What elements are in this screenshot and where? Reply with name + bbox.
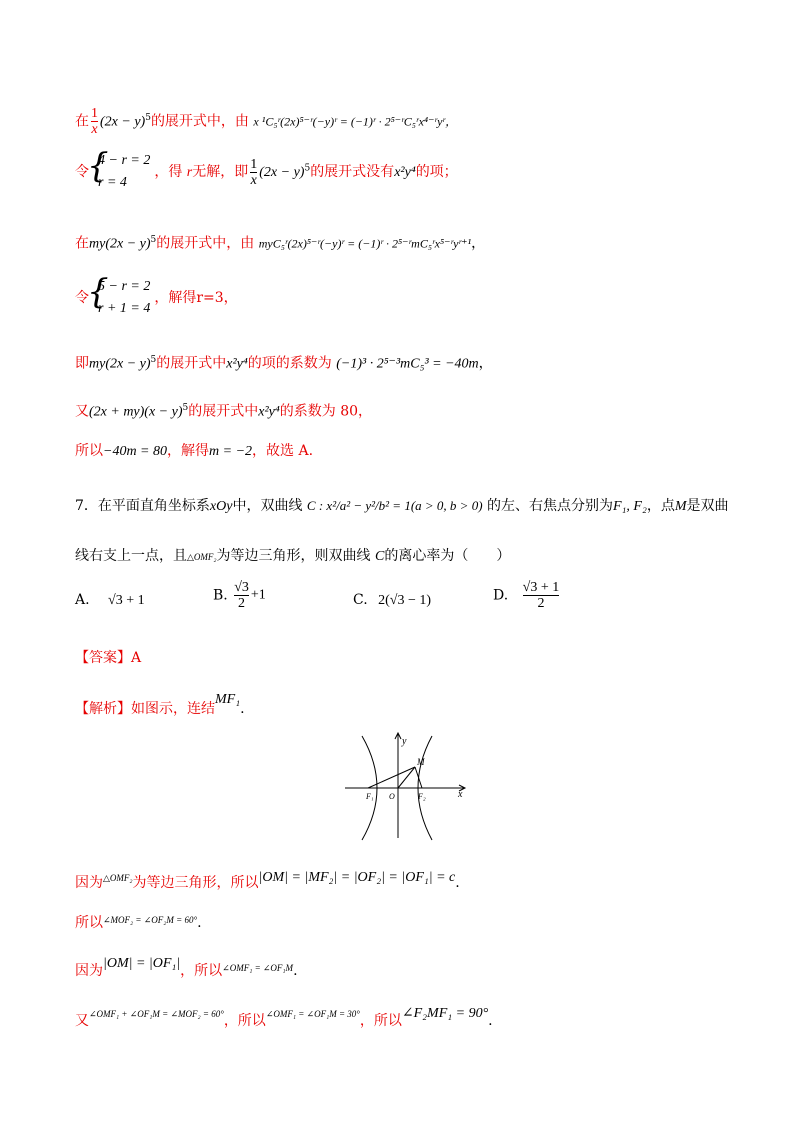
- label-O: O: [389, 792, 395, 801]
- step-line-3: [75, 954, 298, 981]
- text: 的展开式中，由: [150, 113, 249, 130]
- option-a[interactable]: [75, 592, 145, 609]
- hyperbola-equation: C : x²/a² − y²/b² = 1(a > 0, b > 0): [306, 498, 483, 513]
- step-line-4: [75, 1004, 493, 1031]
- text: 的左、右焦点分别为: [486, 498, 613, 514]
- numerator: √3 + 1: [522, 580, 560, 595]
- text: 又: [75, 1013, 89, 1029]
- text: ，所以: [223, 1013, 266, 1029]
- answer-line: [75, 648, 141, 668]
- equation: r = 4: [98, 175, 127, 190]
- period: .: [293, 963, 298, 979]
- equation: { 5 − r = 2: [98, 279, 151, 294]
- denominator: x: [250, 172, 257, 188]
- period: .: [240, 701, 245, 717]
- text: 的离心率为（ ）: [384, 548, 511, 564]
- segment-OM: [398, 767, 415, 788]
- text: 的系数为 80，: [279, 403, 373, 420]
- expr: my(2x − y): [89, 356, 151, 372]
- text: ，所以: [180, 963, 223, 979]
- hyperbola-figure: [340, 730, 470, 842]
- option-b[interactable]: [213, 580, 266, 611]
- term-x2y4: x²y⁴: [226, 356, 248, 372]
- text: 的展开式没有: [310, 164, 395, 180]
- triangle: △OMF₂: [103, 873, 133, 883]
- text: 7．在平面直角坐标系: [75, 498, 210, 514]
- text: 因为: [75, 963, 103, 979]
- option-label: D.: [493, 587, 509, 604]
- equation: r + 1 = 4: [98, 301, 151, 316]
- fraction-1-over-x: [250, 157, 257, 188]
- step-line-2: [75, 910, 202, 933]
- text: r=3，: [196, 290, 238, 306]
- expr: (2x + my)(x − y): [89, 404, 183, 420]
- text: 线右支上一点，且: [75, 548, 187, 564]
- text: 的展开式中: [188, 403, 259, 420]
- answer: 【答案】A: [75, 650, 142, 666]
- option-tail: +1: [250, 587, 266, 603]
- point-M: M: [674, 499, 687, 514]
- comma: ，: [471, 235, 486, 252]
- comma: ，: [478, 355, 493, 372]
- solution-line-6: [75, 398, 372, 423]
- label-F2: F₂: [418, 792, 426, 801]
- solution-line-3: [75, 230, 485, 255]
- text: ，解得: [154, 290, 197, 306]
- option-value: √3 + 1: [108, 593, 145, 608]
- coord-system: xOy: [209, 499, 233, 514]
- option-fraction: [523, 580, 560, 611]
- text: 在: [75, 235, 89, 252]
- solution-line-1: [75, 106, 457, 137]
- label-y: y: [402, 736, 407, 747]
- expr: my(2x − y): [89, 236, 151, 252]
- text: 即: [75, 355, 89, 372]
- exponent: 5: [150, 355, 157, 365]
- text: 的展开式中: [156, 355, 227, 372]
- label-x: x: [458, 789, 463, 800]
- angle-90: ∠F₂MF₁ = 90°: [401, 1006, 489, 1021]
- text: 令: [75, 290, 89, 306]
- exponent: 5: [150, 235, 157, 245]
- exponent: 5: [304, 163, 311, 174]
- solution: m = −2: [209, 444, 253, 459]
- question-7-line-1: [75, 496, 729, 517]
- expr: (2x − y): [100, 114, 146, 130]
- solution-line-5: [75, 350, 493, 375]
- step-line-1: [75, 868, 460, 893]
- text: 所以: [75, 443, 103, 459]
- option-value: 2(√3 − 1): [378, 593, 432, 608]
- angles-30: ∠OMF₁ = ∠OF₁M = 30°: [265, 1009, 360, 1019]
- text: 为等边三角形，则双曲线: [216, 548, 371, 564]
- option-label: B.: [213, 587, 228, 604]
- solution-line-7: [75, 441, 313, 462]
- denominator: 2: [537, 596, 545, 611]
- option-label: C.: [353, 592, 368, 608]
- term-x2y4: x²y⁴: [394, 165, 416, 180]
- equation: { 4 − r = 2: [98, 153, 151, 168]
- coefficient-expr: (−1)³ · 2⁵⁻³mC₅³ = −40m: [336, 356, 479, 372]
- text: 的项；: [415, 164, 458, 180]
- text: 令: [75, 164, 89, 180]
- equal-angles: ∠OMF₁ = ∠OF₁M: [222, 963, 294, 973]
- angles-60: ∠MOF₂ = ∠OF₂M = 60°: [103, 915, 198, 925]
- label-F1: F₁: [366, 792, 374, 801]
- text: ，故选 A.: [252, 443, 314, 459]
- text: 又: [75, 403, 89, 420]
- var-r: r: [186, 165, 193, 180]
- numerator: √3: [234, 580, 249, 595]
- fraction-1-over-x: [91, 106, 98, 137]
- text: 因为: [75, 875, 103, 891]
- foci: F₁, F₂: [612, 499, 647, 514]
- option-label: A.: [75, 592, 90, 608]
- text: 为等边三角形，所以: [132, 875, 259, 891]
- text: ，得: [154, 164, 183, 180]
- exponent: 5: [145, 112, 151, 123]
- equation-system-1: [89, 150, 150, 194]
- option-fraction: [234, 580, 249, 611]
- numerator: 1: [91, 106, 98, 121]
- term-x2y4: x²y⁴: [258, 404, 280, 420]
- segment-MF1: MF₁: [215, 692, 241, 707]
- option-d[interactable]: [493, 580, 561, 611]
- text: 【解析】如图示，连结: [75, 701, 215, 717]
- equation: −40m = 80: [103, 444, 168, 459]
- exponent: 5: [182, 403, 189, 413]
- text: 中，双曲线: [232, 498, 303, 514]
- equal-lengths: |OM| = |OF₁|: [103, 956, 181, 971]
- denominator: x: [91, 122, 98, 137]
- text: ，解得: [167, 443, 210, 459]
- text: 是双曲: [686, 498, 729, 514]
- solution-line-2: [75, 150, 458, 194]
- text: 在: [75, 113, 89, 130]
- analysis-line: [75, 690, 245, 719]
- denominator: 2: [238, 596, 246, 611]
- equation-system-2: [89, 276, 150, 320]
- question-7-line-2: [75, 546, 510, 567]
- triangle: △OMF₂: [187, 552, 217, 562]
- text: 所以: [75, 915, 103, 931]
- text: ，点: [646, 498, 675, 514]
- period: .: [197, 915, 202, 931]
- text: ，所以: [359, 1013, 402, 1029]
- period: .: [455, 875, 460, 891]
- text: 的展开式中，由: [156, 235, 255, 252]
- general-term-1: x ¹C₅ʳ(2x)⁵⁻ʳ(−y)ʳ = (−1)ʳ · 2⁵⁻ʳC₅ʳx⁴⁻ʳyʳ，: [253, 114, 458, 129]
- angle-sum: ∠OMF₁ + ∠OF₁M = ∠MOF₂ = 60°: [89, 1009, 224, 1019]
- equal-sides: |OM| = |MF₂| = |OF₂| = |OF₁| = c: [258, 870, 456, 885]
- text: 的项的系数为: [247, 355, 332, 372]
- option-c[interactable]: [353, 592, 431, 609]
- numerator: 1: [250, 156, 258, 172]
- curve-C: C: [375, 549, 385, 564]
- solution-line-4: [75, 276, 238, 320]
- text: 无解，即: [192, 164, 249, 180]
- expr: (2x − y): [259, 165, 305, 180]
- label-M: M: [417, 757, 425, 767]
- general-term-2: myC₅ʳ(2x)⁵⁻ʳ(−y)ʳ = (−1)ʳ · 2⁵⁻ʳmC₅ʳx⁵⁻ʳyʳ⁺¹: [258, 236, 472, 251]
- period: .: [488, 1013, 493, 1029]
